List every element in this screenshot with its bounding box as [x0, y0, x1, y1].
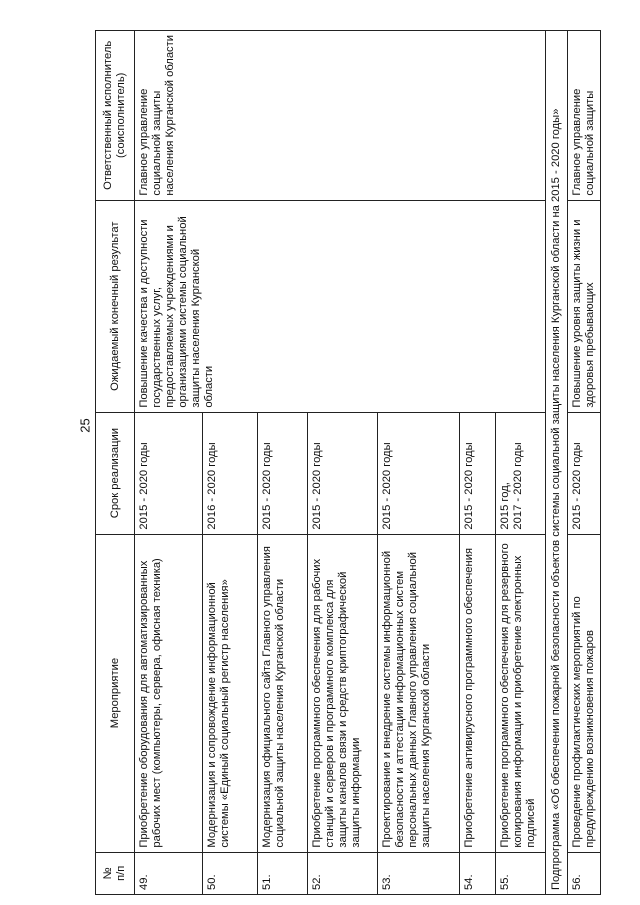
row-event: Приобретение оборудования для автоматизированных рабочих мест (компьютеры, сервера, офисная техника) [135, 534, 203, 852]
header-period: Срок реализации [96, 412, 135, 534]
program-table [95, 30, 601, 895]
row-period: 2015 год, 2017 - 2020 годы [496, 412, 546, 534]
header-num: № п/п [96, 852, 135, 894]
row-period: 2015 - 2020 годы [378, 412, 460, 534]
row-event: Модернизация и сопровождение информационной системы «Единый социальный регистр населения» [203, 534, 258, 852]
row-num: 50. [203, 852, 258, 894]
row-event: Проектирование и внедрение системы информационной безопасности и аттестации информационных систем персональных данных Главного управления социальной защиты населения Курганской области [378, 534, 460, 852]
table-row [135, 31, 203, 895]
row-num: 56. [568, 852, 601, 894]
row-event: Приобретение программного обеспечения для рабочих станций и серверов и программного комплекса для защиты каналов связи и средств криптографической защиты информации [308, 534, 378, 852]
header-event: Мероприятие [96, 534, 135, 852]
row-num: 55. [496, 852, 546, 894]
row-num: 53. [378, 852, 460, 894]
section-row [546, 31, 568, 895]
rotated-table-container [95, 30, 605, 895]
row-event: Проведение профилактических мероприятий по предупреждению возникновения пожаров [568, 534, 601, 852]
row-num: 52. [308, 852, 378, 894]
page-number: 25 [77, 418, 93, 433]
section-title: Подпрограмма «Об обеспечении пожарной безопасности объектов системы социальной защиты населения Курганской области на 2015 - 2020 годы» [546, 31, 568, 895]
row-period: 2015 - 2020 годы [258, 412, 308, 534]
row-responsible: Главное управление социальной защиты населения Курганской области [135, 31, 546, 201]
row-event: Приобретение антивирусного программного обеспечения [460, 534, 496, 852]
header-responsible: Ответственный исполнитель (соисполнитель) [96, 31, 135, 201]
table-row [568, 31, 601, 895]
row-period: 2015 - 2020 годы [460, 412, 496, 534]
row-result: Повышение качества и доступности государственных услуг, предоставляемых учреждениями и организациями системы социальной защиты населения Курганской области [135, 200, 546, 412]
row-num: 49. [135, 852, 203, 894]
row-period: 2015 - 2020 годы [568, 412, 601, 534]
row-event: Приобретение программного обеспечения для резервного копирования информации и приобретение электронных подписей [496, 534, 546, 852]
row-period: 2015 - 2020 годы [308, 412, 378, 534]
table-header-row [96, 31, 135, 895]
header-result: Ожидаемый конечный результат [96, 200, 135, 412]
row-responsible: Главное управление социальной защиты [568, 31, 601, 201]
row-result: Повышение уровня защиты жизни и здоровья пребывающих [568, 200, 601, 412]
row-num: 51. [258, 852, 308, 894]
row-num: 54. [460, 852, 496, 894]
row-period: 2016 - 2020 годы [203, 412, 258, 534]
row-event: Модернизация официального сайта Главного управления социальной защиты населения Курганской области [258, 534, 308, 852]
row-period: 2015 - 2020 годы [135, 412, 203, 534]
